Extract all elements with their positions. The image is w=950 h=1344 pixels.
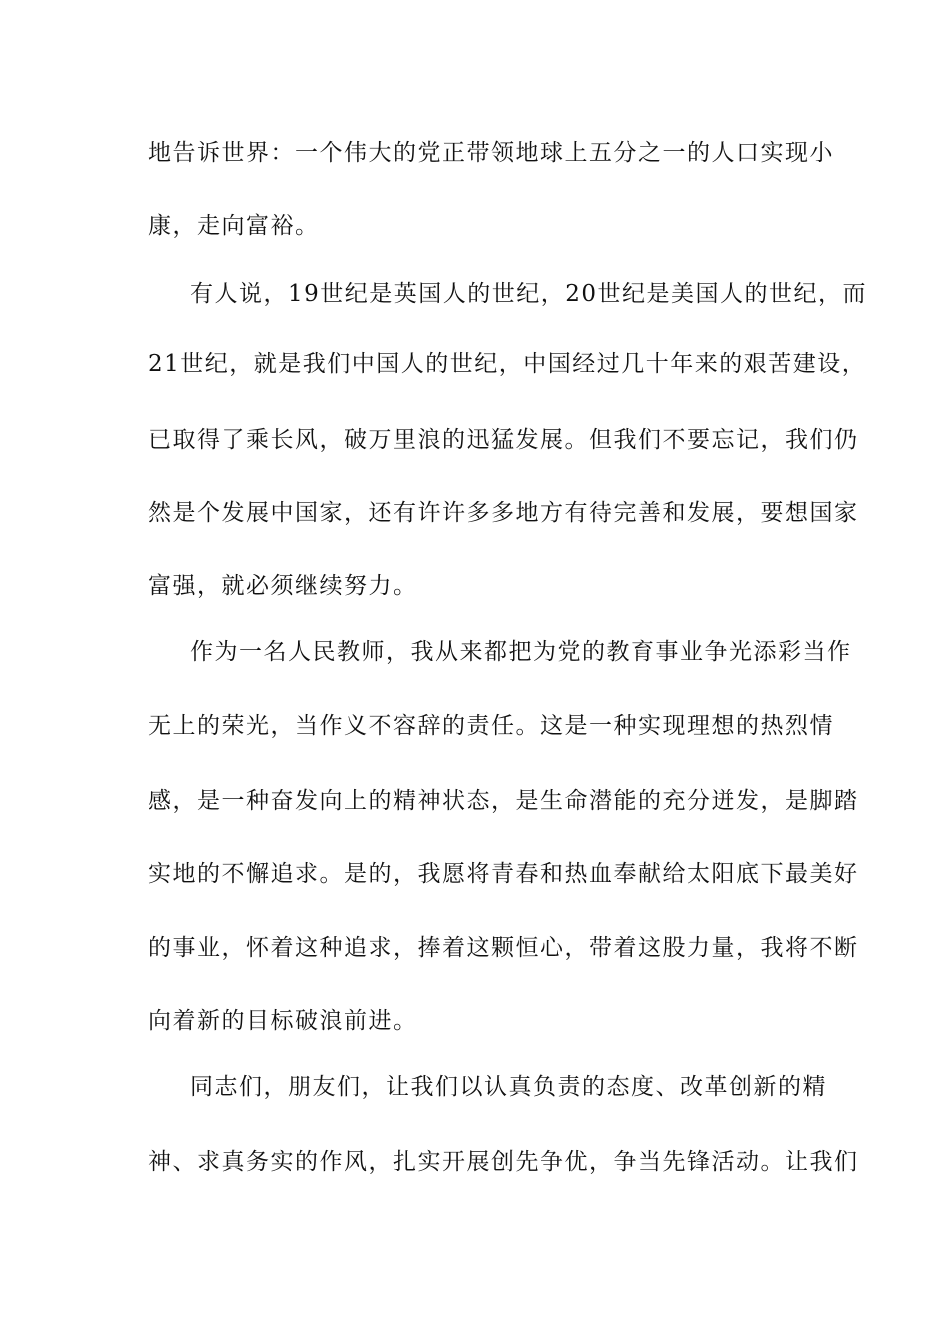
paragraph-first-line: 作为一名人民教师，我从来都把为党的教育事业争光添彩当作 bbox=[190, 639, 852, 665]
text-line: 然是个发展中国家，还有许许多多地方有待完善和发展，要想国家 bbox=[148, 500, 859, 526]
paragraph-first-line: 同志们，朋友们，让我们以认真负责的态度、改革创新的精 bbox=[190, 1074, 827, 1100]
text-line: 神、求真务实的作风，扎实开展创先争优，争当先锋活动。让我们 bbox=[148, 1149, 859, 1175]
text-line: 已取得了乘长风，破万里浪的迅猛发展。但我们不要忘记，我们仍 bbox=[148, 427, 859, 453]
text-line: 富强，就必须继续努力。 bbox=[148, 573, 418, 599]
text-line: 实地的不懈追求。是的，我愿将青春和热血奉献给太阳底下最美好 bbox=[148, 861, 859, 887]
text-line: 向着新的目标破浪前进。 bbox=[148, 1008, 418, 1034]
text-line: 感，是一种奋发向上的精神状态，是生命潜能的充分迸发，是脚踏 bbox=[148, 788, 859, 814]
text-line: 21世纪，就是我们中国人的世纪，中国经过几十年来的艰苦建设， bbox=[148, 351, 867, 377]
text-line: 地告诉世界：一个伟大的党正带领地球上五分之一的人口实现小 bbox=[148, 140, 834, 166]
paragraph-first-line: 有人说，19世纪是英国人的世纪，20世纪是美国人的世纪，而 bbox=[190, 281, 868, 307]
text-line: 康，走向富裕。 bbox=[148, 213, 320, 239]
text-line: 无上的荣光，当作义不容辞的责任。这是一种实现理想的热烈情 bbox=[148, 713, 834, 739]
text-line: 的事业，怀着这种追求，捧着这颗恒心，带着这股力量，我将不断 bbox=[148, 935, 859, 961]
